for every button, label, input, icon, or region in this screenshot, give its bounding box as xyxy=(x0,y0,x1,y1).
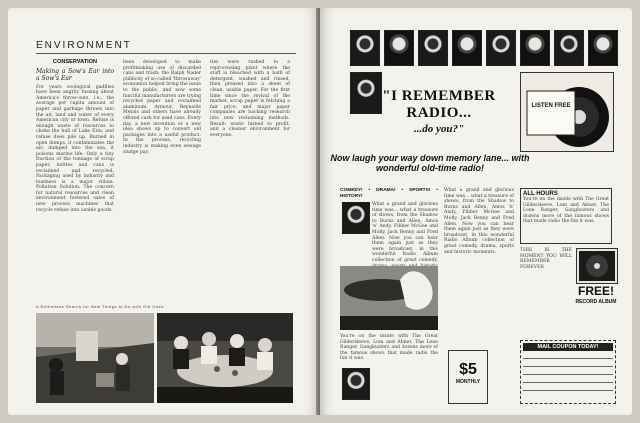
radio-host-portrait xyxy=(342,202,370,234)
column-text: been developed to make profitmaking use of discarded cans and trash; the Ralph Nader publicity of so-called 'throwaway' economics helped bring the issue to the public, and now some fanciful manufacturers are trying recycled paper and reclaimed aluminum. Armour, Reynolds Metals and others have already offered cash for used cans. Every day, a new invention or a new idea shows up to convert old packages into a useful product. In the process, recycling industry is making even sewage sludge pay. xyxy=(123,60,202,155)
free-label: FREE! xyxy=(578,284,614,298)
photo-hindenburg-airship xyxy=(340,266,438,330)
celebrity-portrait xyxy=(486,30,516,66)
column-subhead: Making a Sow's Ear into a Sow's Ear xyxy=(36,67,114,82)
coupon-line xyxy=(523,386,613,391)
celebrity-portrait xyxy=(384,30,414,66)
price-badge xyxy=(448,350,488,404)
celebrity-portrait xyxy=(588,30,618,66)
all-hours-heading: ALL HOURS xyxy=(523,191,558,197)
magazine-spread xyxy=(8,8,632,415)
coupon-line xyxy=(523,370,613,375)
celebrity-portrait xyxy=(452,30,482,66)
article-column-2 xyxy=(123,60,201,298)
celebrity-portrait xyxy=(418,30,448,66)
article-column-1 xyxy=(36,60,114,298)
ad-body-text: What a grand and glorious time was... what a treasure of shows, from the Shadow to Burns and Allen, Amos 'n' Andy, Fibber McGee and Molly, Jack Benny and Fred Allen. Now you can hear them again just as they were broadcast, in this wonderful Radio Album collection of great comedy, xyxy=(372,202,438,263)
all-hours-text: You're on the inside with The Great Gildersleeve, Lum and Abner, The Lone Ranger, Gangbusters and dozens more of the famous shows that made radio the fun it was. xyxy=(523,197,609,225)
column-text: What a grand and glorious time was... what a treasure of shows, from the Shadow to Burns and Allen, Amos 'n' Andy, Fibber McGee and Molly, Jack Benny and Fred Allen. Now you can hear them again just as they were broadcast, in this wonderful Radio Album collection of great comedy, drama, sports and historic moments. xyxy=(444,188,514,255)
celebrity-portrait xyxy=(520,30,550,66)
record-album-image xyxy=(520,72,614,152)
free-album-image xyxy=(576,248,618,284)
photo-caption: A Relentless Search for New Things to Do with Old Ones xyxy=(36,304,164,309)
record-label: LISTEN FREE xyxy=(531,103,571,109)
price-subtext: MONTHLY xyxy=(455,379,481,385)
section-title: ENVIRONMENT xyxy=(36,40,132,51)
photo-workers-recycling xyxy=(36,313,154,403)
all-hours-box xyxy=(520,188,612,244)
price-value: $5 xyxy=(459,361,477,378)
headline-line-2: ...do you?" xyxy=(413,123,465,135)
right-page-advertisement xyxy=(320,8,632,415)
genre-heading: COMEDY! • DRAMA! • SPORTS! • HISTORY! xyxy=(340,188,438,199)
free-sublabel: RECORD ALBUM xyxy=(575,299,617,305)
photo-caption-text: You're on the inside with The Great Gildersleeve, Lum and Abner, The Lone Ranger, Gangbusters and dozens more of the famous shows that made radio the fun it was. xyxy=(340,334,438,362)
celebrity-portrait xyxy=(350,30,380,66)
vinyl-record-icon xyxy=(521,73,613,151)
album-cover-icon xyxy=(577,249,617,283)
ad-column-middle xyxy=(444,188,514,348)
coupon-line xyxy=(523,354,613,359)
coupon-line xyxy=(523,378,613,383)
column-text: ties were rushed to a reprocessing plant where the stuff is bleached with a bath of detergent, washed and rinsed, then pressed into a sheet of clean, usable paper. For the first time since the revival of the market, scrap paper is fetching a fair price, and major paper companies are backing research into new reclaiming methods. Result: waste turned to profit, and a cleaner environment for everyone. xyxy=(210,60,290,138)
coupon-line xyxy=(523,362,613,367)
headline-line-1: "I REMEMBER RADIO... xyxy=(382,88,496,121)
photo-people-at-table xyxy=(157,313,293,403)
coupon-header: MAIL COUPON TODAY! xyxy=(523,343,613,351)
celebrity-portrait xyxy=(554,30,584,66)
announcer-portrait xyxy=(342,368,370,400)
column-text: For years ecological gadflies have been angrily fussing about America's throw-outs, i.e., the average per capita amount of paper and garbage thrown into the air, land and water of every American city or town. Refuse is enough waste of resources to choke the hull of Lake Erie, and refuse does pile up. Burned in open dumps, it contaminates the air; dumped into the sea, it poisons marine life. Only a tiny fraction of the tonnage of scrap paper, bottles and cans is reclaimed and recycled. Packaging used by industry and business is a major villain. Pollution Solution. The concern for natural resources and clean environment fostered sales of new process machines that recycle refuse into usable goods. xyxy=(36,84,114,213)
ad-headline xyxy=(356,88,522,135)
left-page xyxy=(8,8,318,415)
column-heading: CONSERVATION xyxy=(52,59,98,65)
section-rule xyxy=(36,53,296,54)
mail-coupon[interactable] xyxy=(520,340,616,404)
ad-tagline: Now laugh your way down memory lane... with wonderful old-time radio! xyxy=(330,153,530,173)
article-column-3 xyxy=(210,60,290,298)
offer-text: THIS IS THE MOMENT YOU WILL REMEMBER FOREVER xyxy=(520,248,572,270)
